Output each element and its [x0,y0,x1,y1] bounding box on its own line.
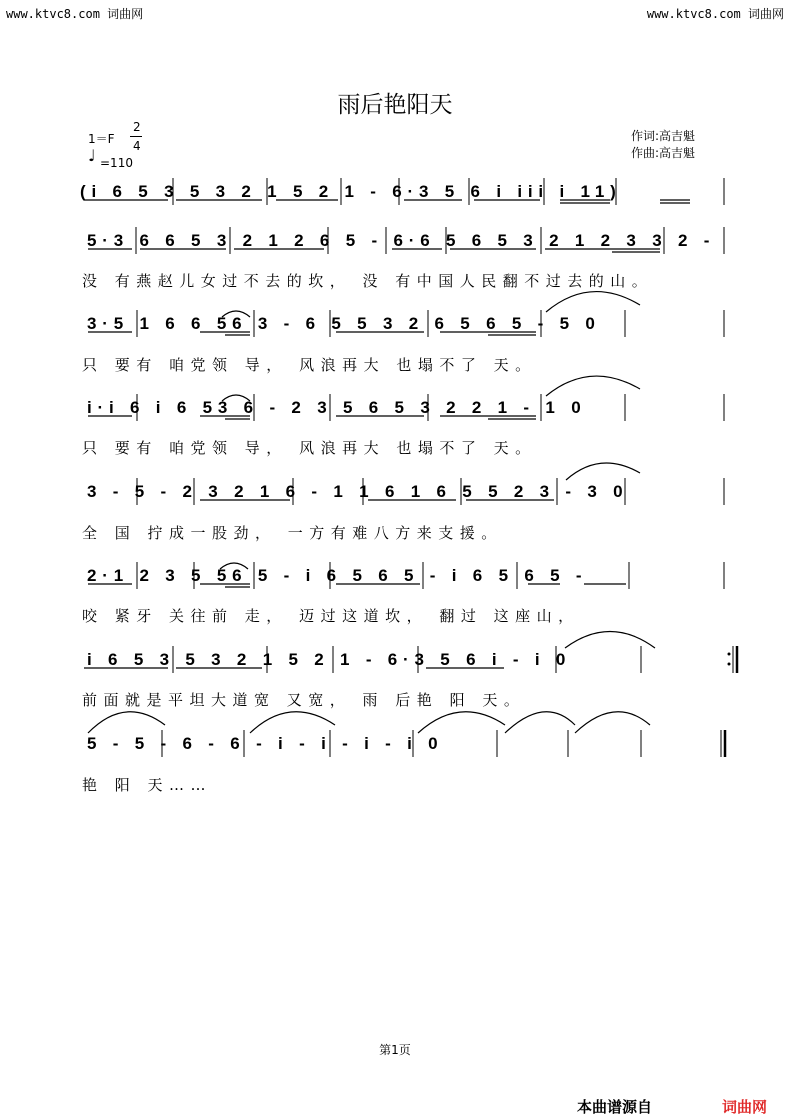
staff-line-7-lyrics: 前面就是平坦大道宽 又宽， 雨 后艳 阳 天。 [82,691,526,709]
quarter-note-icon: ♩ [88,146,96,165]
staff-line-5-lyrics: 全 国 拧成一股劲， 一方有难八方来支援。 [82,524,503,542]
repeat-dots [728,653,731,666]
lyricist-credit: 作词:高吉魁 [631,129,696,143]
staff-line-3-notes: 3·5 1 6 6 56 3 - 6 5 5 3 2 6 5 6 5 - 5 0 [87,314,601,333]
composer-credit: 作曲:高吉魁 [631,146,696,160]
staff-line-8-lyrics: 艳 阳 天…… [82,776,213,794]
staff-line-2-notes: 5·3 6 6 5 3 2 1 2 6 5 - 6·6 5 6 5 3 2 1 2 3 3 2 - [87,231,716,250]
staff-line-1-notes: (i 6 5 3 5 3 2 1 5 2 1 - 6·3 5 6 i iii i 11) [80,182,622,201]
time-signature-bottom: 4 [133,139,141,153]
staff-line-6-lyrics: 咬 紧牙 关往前 走， 迈过这道坎， 翻过 这座山， [82,607,580,625]
staff-line-6-notes: 2·1 2 3 5 56 5 - i 6 5 6 5 - i 6 5 6 5 - [87,566,588,585]
key-signature: 1＝F [88,132,115,146]
time-signature-top: 2 [133,120,141,134]
staff-line-8-notes: 5 - 5 - 6 - 6 - i - i - i - i 0 [87,734,444,753]
staff-line-4-lyrics: 只 要有 咱党领 导， 风浪再大 也塌不了 天。 [82,439,537,457]
staff-line-2-lyrics: 没 有燕赵儿女过不去的坎， 没 有中国人民翻不过去的山。 [82,272,654,290]
bar-lines [136,178,737,757]
staff-line-3-lyrics: 只 要有 咱党领 导， 风浪再大 也塌不了 天。 [82,356,537,374]
beam-lines [84,200,690,668]
watermark-right: www.ktvc8.com 词曲网 [646,7,784,21]
footer-source-text: 本曲谱源自 [577,1098,653,1116]
staff-line-4-notes: i·i 6 i 6 53 6 - 2 3 5 6 5 3 2 2 1 - 1 0 [87,398,587,417]
staff-line-7-notes: i 6 5 3 5 3 2 1 5 2 1 - 6·3 5 6 i - i 0 [87,650,572,669]
page-number: 第1页 [379,1043,411,1057]
watermark-left: www.ktvc8.com 词曲网 [6,7,144,21]
tempo-value: =110 [100,156,133,170]
staff-line-5-notes: 3 - 5 - 2 3 2 1 6 - 1 1 6 1 6 5 5 2 3 - 3 0 [87,482,629,501]
page-title: 雨后艳阳天 [337,92,453,118]
footer-brand-logo[interactable]: 词曲网 [722,1098,768,1116]
